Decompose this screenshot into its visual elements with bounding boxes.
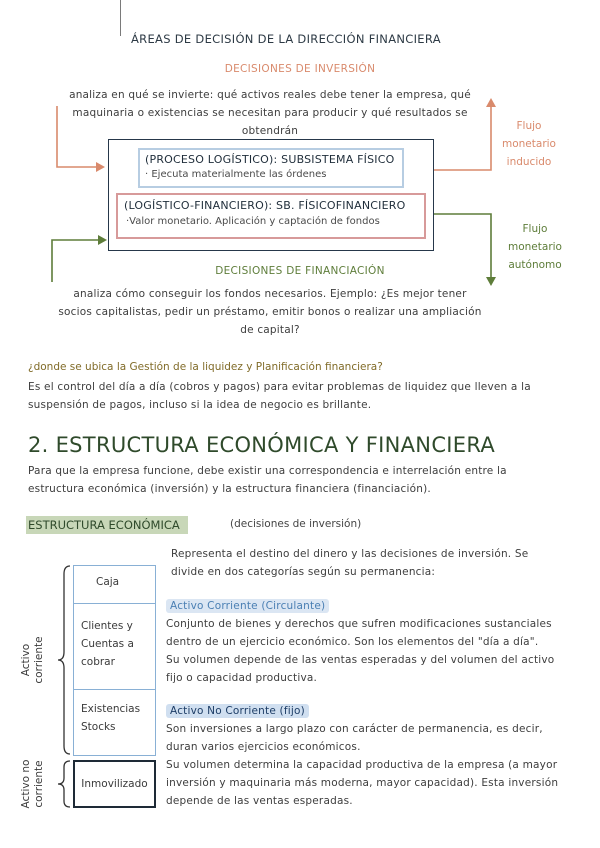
decisiones-inversion-description bbox=[55, 86, 485, 140]
desc-intro-line-2: divide en dos categorías según su permanencia: bbox=[171, 566, 436, 578]
flujo-autonomo-line-1: Flujo bbox=[522, 223, 548, 235]
liquidez-answer-line-1: Es el control del día a día (cobros y pagos) para evitar problemas de liquidez que lleven a la bbox=[28, 381, 531, 393]
liquidez-answer-line-2: suspensión de pagos, incluso si la idea de negocio es brillante. bbox=[28, 399, 372, 411]
financiacion-line-1: analiza cómo conseguir los fondos necesarios. Ejemplo: ¿Es mejor tener bbox=[73, 288, 467, 300]
inversion-line-2: maquinaria o existencias se necesitan para producir y qué resultados se bbox=[72, 107, 468, 119]
section-2-title: 2. ESTRUCTURA ECONÓMICA Y FINANCIERA bbox=[28, 433, 496, 457]
decisiones-inversion-heading: DECISIONES DE INVERSIÓN bbox=[224, 63, 376, 75]
corriente-line-4: fijo o capacidad productiva. bbox=[166, 672, 318, 684]
section-2-intro bbox=[28, 462, 588, 498]
flujo-inducido-line-2: monetario bbox=[502, 138, 556, 150]
activo-no-corriente-label: Activo No Corriente (fijo) bbox=[166, 704, 309, 718]
activo-corriente-line-2: corriente bbox=[33, 636, 45, 684]
existencias-line-1: Existencias bbox=[81, 703, 141, 715]
intro-line-2: estructura económica (inversión) y la estructura financiera (financiación). bbox=[28, 483, 431, 495]
no-corriente-line-2: duran varios ejercicios económicos. bbox=[166, 741, 361, 753]
corriente-line-2: dentro de un ejercicio económico. Son los elementos del "día a día". bbox=[166, 636, 539, 648]
subsistema-fisicofinanciero-sub: ·Valor monetario. Aplicación y captación de fondos bbox=[126, 216, 380, 227]
financiacion-arrowhead bbox=[98, 235, 107, 245]
activo-no-corriente-brace bbox=[58, 761, 70, 807]
decisiones-financiacion-heading: DECISIONES DE FINANCIACIÓN bbox=[215, 265, 385, 277]
subsistema-fisico-sub: · Ejecuta materialmente las órdenes bbox=[145, 169, 327, 180]
liquidez-answer bbox=[28, 378, 588, 414]
clientes-line-2: Cuentas a bbox=[81, 638, 134, 650]
corriente-line-3: Su volumen depende de las ventas esperadas y del volumen del activo bbox=[166, 654, 555, 666]
stack-cell-clientes bbox=[74, 604, 155, 690]
activo-corriente-line-1: Activo bbox=[20, 643, 32, 677]
activo-no-corriente-block bbox=[166, 702, 586, 810]
activo-corriente-stack bbox=[73, 565, 156, 756]
activo-corriente-label: Activo Corriente (Circulante) bbox=[166, 599, 329, 613]
existencias-line-2: Stocks bbox=[81, 721, 116, 733]
financiacion-line-2: socios capitalistas, pedir un préstamo, emitir bonos o realizar una ampliación bbox=[58, 306, 482, 318]
subsistema-fisicofinanciero-box bbox=[116, 193, 426, 239]
flujo-inducido-line-1: Flujo bbox=[516, 120, 542, 132]
subsistema-fisico-title: (PROCESO LOGÍSTICO): SUBSISTEMA FÍSICO bbox=[145, 153, 395, 166]
estructura-economica-label: ESTRUCTURA ECONÓMICA bbox=[26, 516, 188, 534]
flujo-autonomo-line-2: monetario bbox=[508, 241, 562, 253]
activo-no-corriente-line-2: corriente bbox=[33, 760, 45, 808]
flujo-autonomo-line-3: autónomo bbox=[508, 259, 562, 271]
flujo-inducido-label bbox=[492, 117, 566, 171]
estructura-economica-sub: (decisiones de inversión) bbox=[230, 518, 362, 530]
financiacion-line-3: de capital? bbox=[240, 324, 300, 336]
activo-corriente-side-label bbox=[13, 636, 53, 684]
corriente-line-1: Conjunto de bienes y derechos que sufren modificaciones sustanciales bbox=[166, 618, 552, 630]
liquidez-question: ¿donde se ubica la Gestión de la liquidez y Planificación financiera? bbox=[28, 361, 383, 373]
subsistema-fisicofinanciero-title: (LOGÍSTICO-FINANCIERO): SB. FÍSICOFINANCIERO bbox=[124, 199, 406, 212]
activo-no-corriente-line-1: Activo no bbox=[20, 759, 32, 809]
stack-cell-inmovilizado: Inmovilizado bbox=[73, 760, 156, 808]
clientes-line-3: cobrar bbox=[81, 656, 115, 668]
stack-cell-existencias bbox=[74, 690, 155, 754]
stack-cell-caja bbox=[74, 566, 155, 604]
flujo-inducido-line-3: inducido bbox=[506, 156, 552, 168]
inversion-line-3: obtendrán bbox=[241, 125, 299, 137]
no-corriente-line-4: inversión y maquinaria más moderna, mayor capacidad). Esta inversión bbox=[166, 777, 559, 789]
desc-intro-line-1: Representa el destino del dinero y las decisiones de inversión. Se bbox=[171, 548, 529, 560]
inversion-line-1: analiza en qué se invierte: qué activos reales debe tener la empresa, qué bbox=[69, 89, 471, 101]
decisiones-financiacion-description bbox=[40, 285, 500, 339]
activo-corriente-brace bbox=[58, 566, 70, 754]
no-corriente-line-3: Su volumen determina la capacidad productiva de la empresa (a mayor bbox=[166, 759, 558, 771]
caja-label: Caja bbox=[96, 576, 120, 588]
intro-line-1: Para que la empresa funcione, debe existir una correspondencia e interrelación entre la bbox=[28, 465, 507, 477]
no-corriente-line-5: depende de las ventas esperadas. bbox=[166, 795, 353, 807]
clientes-line-1: Clientes y bbox=[81, 620, 133, 632]
no-corriente-line-1: Son inversiones a largo plazo con carácter de permanencia, es decir, bbox=[166, 723, 543, 735]
inversion-arrowhead bbox=[96, 162, 105, 172]
flujo-inducido-arrowhead bbox=[486, 98, 496, 107]
subsistema-fisico-box bbox=[138, 148, 404, 188]
page-title: ÁREAS DE DECISIÓN DE LA DIRECCIÓN FINANCIERA bbox=[131, 32, 441, 46]
estructura-economica-description bbox=[166, 545, 586, 581]
activo-no-corriente-side-label bbox=[13, 759, 53, 809]
activo-corriente-block bbox=[166, 597, 586, 687]
